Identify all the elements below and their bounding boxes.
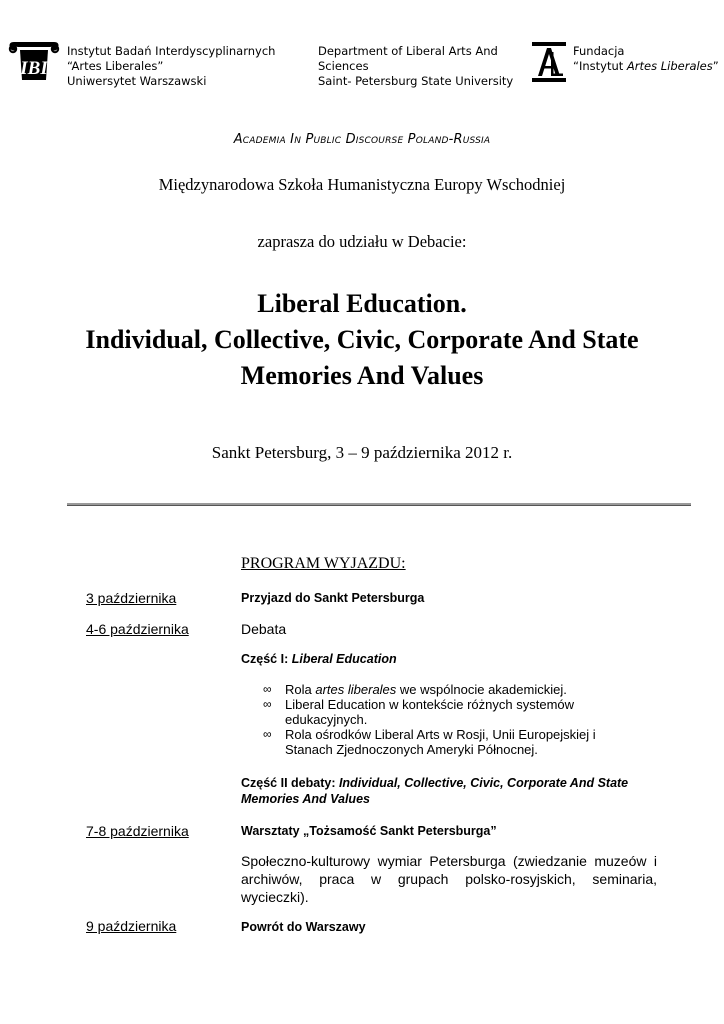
debate-title-line-1: Liberal Education. (257, 289, 467, 318)
infinity-bullet-icon: ∞ (263, 697, 272, 711)
part-1-bullet-list (263, 682, 623, 757)
header-left-line-1: Instytut Badań Interdyscyplinarnych (67, 44, 276, 58)
date-day-4: 9 października (86, 918, 177, 934)
header-left-line-3: Uniwersytet Warszawski (67, 74, 207, 88)
academia-text: Academia In Public Discourse Poland-Russia (233, 132, 491, 147)
header-right-line-2 (573, 59, 719, 74)
date-day-1: 3 października (86, 590, 177, 606)
header-middle-line-2: Sciences (318, 59, 369, 73)
item-day-3: Warsztaty „Tożsamość Sankt Petersburga” (241, 824, 497, 838)
header-right-italic: Artes Liberales (626, 59, 713, 73)
place-date: Sankt Petersburg, 3 – 9 października 2012 r. (211, 443, 513, 462)
item-day-4: Powrót do Warszawy (241, 920, 366, 934)
invite-text: zaprasza do udziału w Debacie: (257, 232, 467, 251)
debate-title-line-3: Memories And Values (240, 361, 484, 390)
item-day-2: Debata (241, 621, 287, 637)
header-left-line-2: “Artes Liberales” (67, 59, 164, 73)
academia-heading (0, 132, 724, 147)
part-2-heading (241, 775, 641, 807)
bullet-1-pre: Rola (285, 682, 316, 697)
header-middle-line-1: Department of Liberal Arts And (318, 44, 498, 58)
header-middle-text (318, 44, 513, 89)
part-1-title: Liberal Education (291, 652, 397, 666)
part-2-title: Individual, Collective, Civic, Corporate And State Memories And Values (241, 776, 629, 806)
header-right-suffix: ” (712, 59, 719, 73)
part-1-heading (241, 652, 397, 666)
bullet-2-text: Liberal Education w kontekście różnych systemów edukacyjnych. (285, 697, 575, 727)
bullet-item (263, 727, 623, 757)
bullet-1-post: we wspólnocie akademickiej. (396, 682, 567, 697)
artes-liberales-logo (530, 40, 568, 84)
infinity-bullet-icon: ∞ (263, 727, 272, 741)
bullet-item (263, 697, 623, 727)
header-right-text (573, 44, 719, 74)
item-day-1: Przyjazd do Sankt Petersburga (241, 591, 425, 605)
part-1-label: Część I: (241, 652, 292, 666)
infinity-bullet-icon: ∞ (263, 682, 272, 696)
debate-title (0, 286, 724, 394)
date-day-2: 4-6 października (86, 621, 189, 637)
program-heading: PROGRAM WYJAZDU: (241, 555, 406, 572)
header-right-line-1: Fundacja (573, 44, 625, 58)
ibi-logo-text: IBI (20, 58, 48, 79)
bullet-3-text: Rola ośrodków Liberal Arts w Rosji, Unii Europejskiej i Stanach Zjednoczonych Ameryki Północnej. (285, 727, 596, 757)
header-middle-line-3: Saint- Petersburg State University (318, 74, 514, 88)
artes-liberales-logo-text (549, 82, 550, 83)
ibi-logo (6, 40, 62, 84)
divider-line (67, 503, 691, 506)
bullet-item (263, 682, 623, 697)
school-name: Międzynarodowa Szkoła Humanistyczna Europy Wschodniej (158, 175, 566, 194)
date-day-3: 7-8 października (86, 823, 189, 839)
header-left-text (67, 44, 275, 89)
debate-title-line-2: Individual, Collective, Civic, Corporate And State (85, 325, 639, 354)
day-3-description: Społeczno-kulturowy wymiar Petersburga (zwiedzanie muzeów i archiwów, praca w grupach polsko-rosyjskich, seminaria, wycieczki). (241, 853, 657, 905)
part-2-label: Część II debaty: (241, 776, 339, 790)
bullet-1-italic: artes liberales (315, 682, 397, 697)
header-right-prefix: “Instytut (573, 59, 627, 73)
